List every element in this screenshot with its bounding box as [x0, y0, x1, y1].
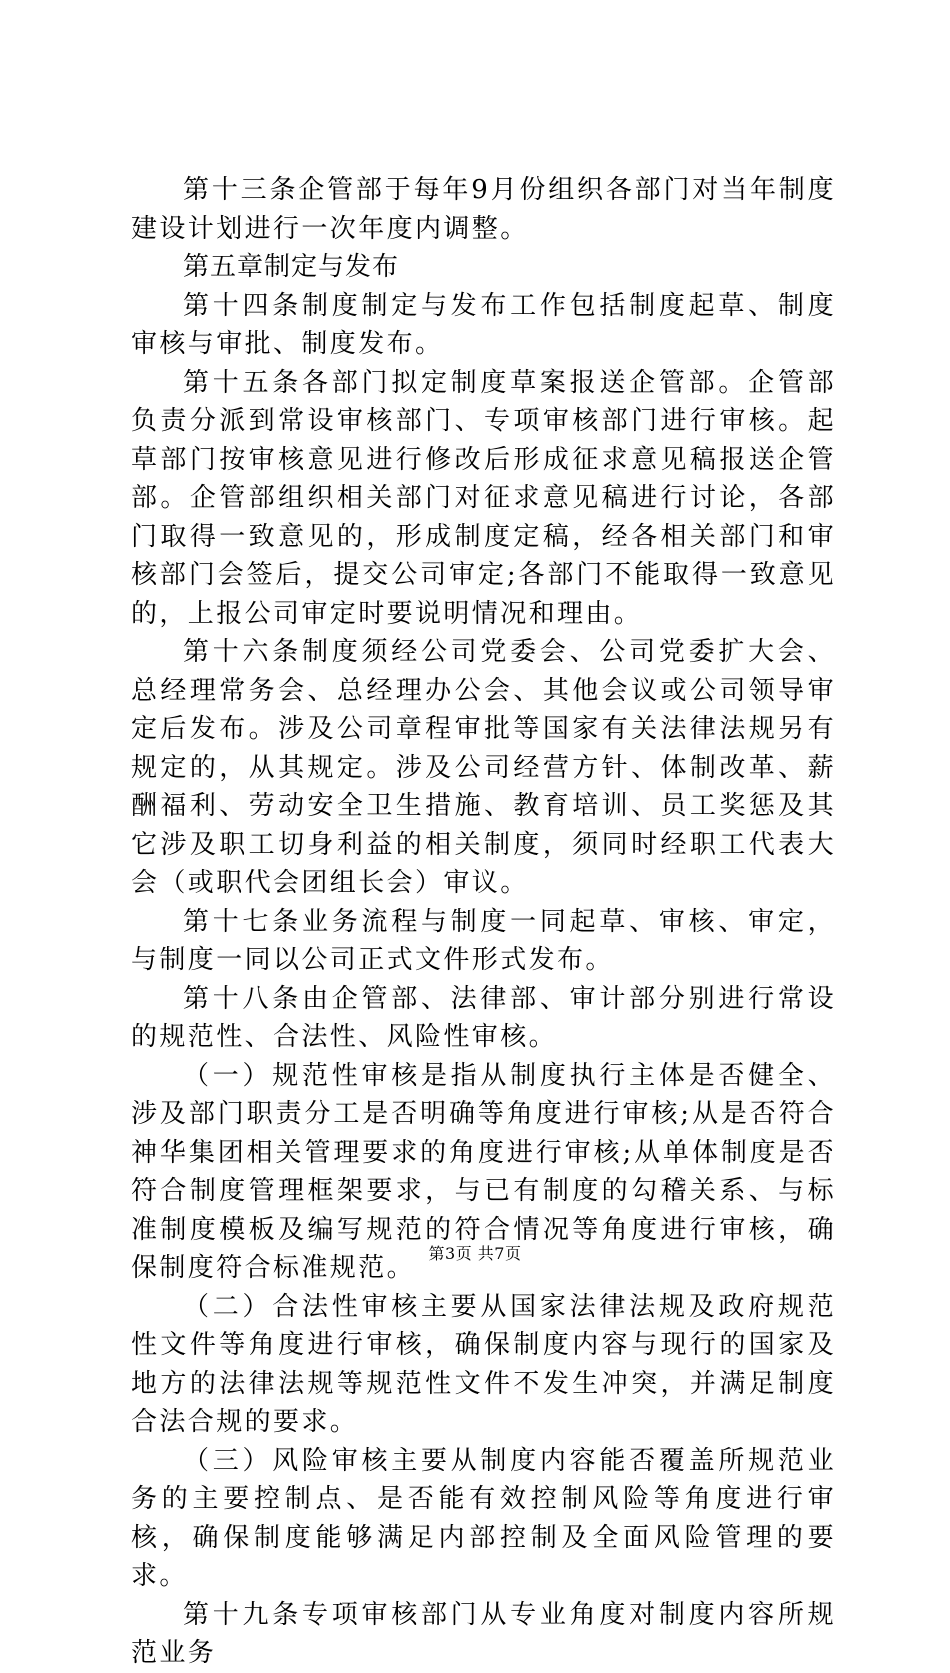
paragraph-article-18: 第十八条由企管部、法律部、审计部分别进行常设的规范性、合法性、风险性审核。	[131, 983, 836, 1052]
page-number-footer: 第3页 共7页	[428, 1244, 522, 1263]
paragraph-article-13: 第十三条企管部于每年9月份组织各部门对当年制度建设计划进行一次年度内调整。	[131, 175, 836, 244]
paragraph-article-14: 第十四条制度制定与发布工作包括制度起草、制度审核与审批、制度发布。	[131, 290, 836, 359]
paragraph-article-15: 第十五条各部门拟定制度草案报送企管部。企管部负责分派到常设审核部门、专项审核部门进行审核。起草部门按审核意见进行修改后形成征求意见稿报送企管部。企管部组织相关部门对征求意见稿进行讨论，各部门取得一致意见的，形成制度定稿，经各相关部门和审核部门会签后，提交公司审定;各部门不能取得一致意见的，上报公司审定时要说明情况和理由。	[131, 367, 836, 629]
paragraph-item-2: （二）合法性审核主要从国家法律法规及政府规范性文件等角度进行审核，确保制度内容与现行的国家及地方的法律法规等规范性文件不发生冲突，并满足制度合法合规的要求。	[131, 1291, 836, 1437]
paragraph-article-19: 第十九条专项审核部门从专业角度对制度内容所规范业务	[131, 1599, 836, 1668]
document-body	[131, 171, 836, 1673]
chapter-heading-5: 第五章制定与发布	[183, 252, 400, 282]
paragraph-article-16: 第十六条制度须经公司党委会、公司党委扩大会、总经理常务会、总经理办公会、其他会议或公司领导审定后发布。涉及公司章程审批等国家有关法律法规另有规定的，从其规定。涉及公司经营方针、体制改革、薪酬福利、劳动安全卫生措施、教育培训、员工奖惩及其它涉及职工切身利益的相关制度，须同时经职工代表大会（或职代会团组长会）审议。	[131, 637, 836, 898]
paragraph-item-1: （一）规范性审核是指从制度执行主体是否健全、涉及部门职责分工是否明确等角度进行审核;从是否符合神华集团相关管理要求的角度进行审核;从单体制度是否符合制度管理框架要求，与已有制度的勾稽关系、与标准制度模板及编写规范的符合情况等角度进行审核，确保制度符合标准规范。	[131, 1060, 836, 1283]
paragraph-item-3: （三）风险审核主要从制度内容能否覆盖所规范业务的主要控制点、是否能有效控制风险等角度进行审核，确保制度能够满足内部控制及全面风险管理的要求。	[131, 1445, 836, 1591]
paragraph-article-17: 第十七条业务流程与制度一同起草、审核、审定，与制度一同以公司正式文件形式发布。	[131, 906, 836, 975]
